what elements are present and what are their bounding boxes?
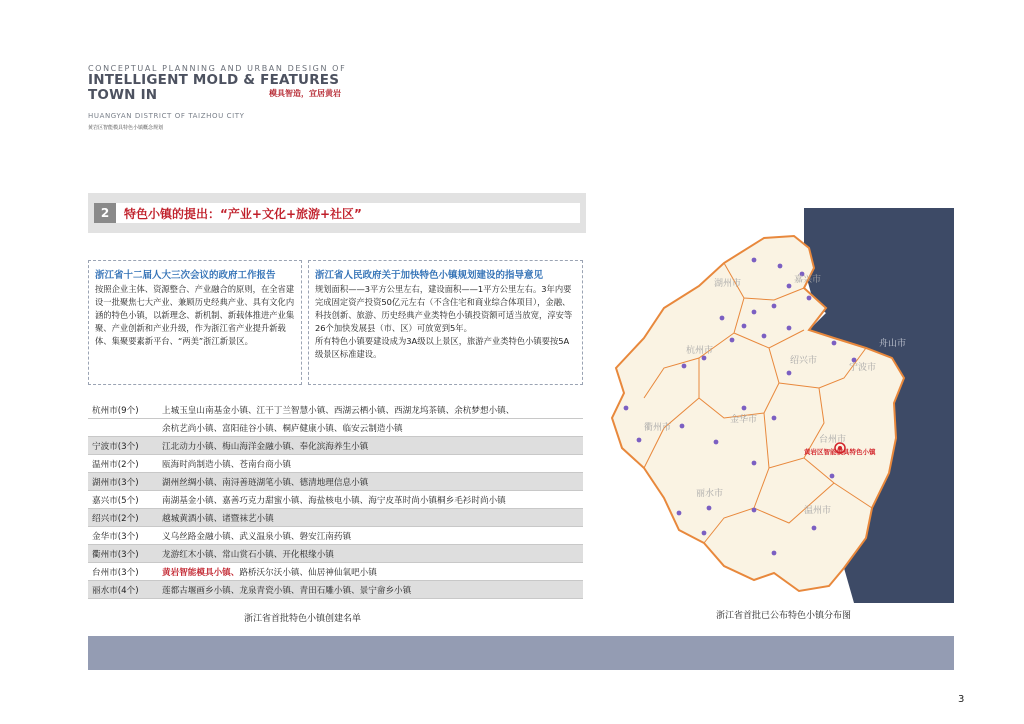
table-row [88, 581, 583, 599]
table-row [88, 527, 583, 545]
guidance-opinion-p1: 规划面积——3平方公里左右，建设面积——1平方公里左右。3年内要完成固定资产投资50亿元左右（不含住宅和商业综合体项目），金融、科技创新、旅游、历史经典产业类特色小镇投资额可适当放宽，淳安等26个加快发展县（市、区）可放宽到5年。 [315, 284, 573, 333]
city-cell: 宁波市(3个) [88, 437, 158, 455]
table-row [88, 473, 583, 491]
city-label-ningbo: 宁波市 [849, 363, 877, 373]
city-cell: 绍兴市(2个) [88, 509, 158, 527]
table-row [88, 419, 583, 437]
page-number: 3 [958, 694, 965, 705]
section-bar [88, 193, 586, 233]
city-cell: 温州市(2个) [88, 455, 158, 473]
city-cell: 湖州市(3个) [88, 473, 158, 491]
target-town-label: 黄岩区智能模具特色小镇 [804, 448, 876, 456]
town-list-table [88, 401, 583, 599]
city-cell: 金华市(3个) [88, 527, 158, 545]
guidance-opinion-title: 浙江省人民政府关于加快特色小镇规划建设的指导意见 [315, 270, 544, 281]
header-line-2: INTELLIGENT MOLD & FEATURES TOWN IN [88, 72, 340, 103]
city-cell: 丽水市(4个) [88, 581, 158, 599]
table-row [88, 491, 583, 509]
guidance-opinion-p2: 所有特色小镇要建设成为3A级以上景区，旅游产业类特色小镇要按5A级景区标准建设。 [315, 336, 570, 359]
header-subtitle: 黄岩区智能模具特色小镇概念规划 [88, 125, 164, 131]
city-label-zhoushan: 舟山市 [879, 339, 907, 349]
city-label-lishui: 丽水市 [696, 489, 724, 499]
table-row [88, 401, 583, 419]
footer-bar [88, 636, 954, 670]
towns-cell: 上城玉皇山南基金小镇、江干丁兰智慧小镇、西湖云栖小镇、西湖龙坞茶镇、余杭梦想小镇、 [158, 401, 583, 419]
towns-rest: 路桥沃尔沃小镇、仙居神仙氧吧小镇 [239, 567, 377, 578]
header-line-1: CONCEPTUAL PLANNING AND URBAN DESIGN OF [88, 64, 347, 73]
towns-cell: 湖州丝绸小镇、南浔善琏湖笔小镇、德清地理信息小镇 [158, 473, 583, 491]
section-title: 特色小镇的提出：“产业+文化+旅游+社区” [124, 207, 362, 221]
government-report-body: 按照企业主体、资源整合、产业融合的原则，在全省建设一批聚焦七大产业、兼顾历史经典产业、具有文化内涵的特色小镇，以新理念、新机制、新载体推进产业集聚、产业创新和产业升级，作为浙江省产业提升新载体、集聚要素新平台、“两美”浙江新景区。 [95, 284, 295, 346]
city-cell: 杭州市(9个) [88, 401, 158, 419]
city-label-jiaxing: 嘉兴市 [794, 275, 822, 285]
towns-cell: 义乌丝路金融小镇、武义温泉小镇、磐安江南药镇 [158, 527, 583, 545]
towns-cell [158, 563, 583, 581]
towns-cell: 余杭艺尚小镇、富阳硅谷小镇、桐庐健康小镇、临安云制造小镇 [158, 419, 583, 437]
city-cell: 台州市(3个) [88, 563, 158, 581]
zhejiang-map [604, 208, 954, 603]
highlight-town: 黄岩智能模具小镇、 [162, 567, 240, 578]
city-cell [88, 419, 158, 437]
government-report-box [88, 260, 302, 385]
table-row [88, 563, 583, 581]
city-label-hangzhou: 杭州市 [686, 346, 714, 356]
table-row [88, 455, 583, 473]
city-label-taizhou: 台州市 [819, 435, 847, 445]
city-label-huzhou: 湖州市 [714, 279, 742, 289]
header-slogan: 模具智造，宜居黄岩 [269, 89, 341, 98]
guidance-opinion-box [308, 260, 583, 385]
city-label-quzhou: 衢州市 [644, 423, 672, 433]
section-number: 2 [94, 203, 116, 223]
table-row [88, 437, 583, 455]
table-row [88, 509, 583, 527]
government-report-title: 浙江省十二届人大三次会议的政府工作报告 [95, 270, 276, 281]
doc-header [88, 64, 388, 131]
city-label-wenzhou: 温州市 [804, 506, 832, 516]
city-cell: 嘉兴市(5个) [88, 491, 158, 509]
map-caption: 浙江省首批已公布特色小镇分布图 [716, 611, 852, 621]
towns-cell: 江北动力小镇、梅山海洋金融小镇、奉化滨海养生小镇 [158, 437, 583, 455]
header-line-3: HUANGYAN DISTRICT OF TAIZHOU CITY [88, 112, 245, 120]
towns-cell: 龙游红木小镇、常山赏石小镇、开化根缘小镇 [158, 545, 583, 563]
city-label-jinhua: 金华市 [730, 415, 758, 425]
towns-cell: 越城黄酒小镇、诸暨袜艺小镇 [158, 509, 583, 527]
city-label-shaoxing: 绍兴市 [790, 356, 818, 366]
table-row [88, 545, 583, 563]
city-cell: 衢州市(3个) [88, 545, 158, 563]
towns-cell: 南湖基金小镇、嘉善巧克力甜蜜小镇、海盐核电小镇、海宁皮革时尚小镇桐乡毛衫时尚小镇 [158, 491, 583, 509]
towns-cell: 莲都古堰画乡小镇、龙泉青瓷小镇、青田石雕小镇、景宁畲乡小镇 [158, 581, 583, 599]
towns-cell: 瓯海时尚制造小镇、苍南台商小镇 [158, 455, 583, 473]
table-caption: 浙江省首批特色小镇创建名单 [244, 614, 362, 624]
